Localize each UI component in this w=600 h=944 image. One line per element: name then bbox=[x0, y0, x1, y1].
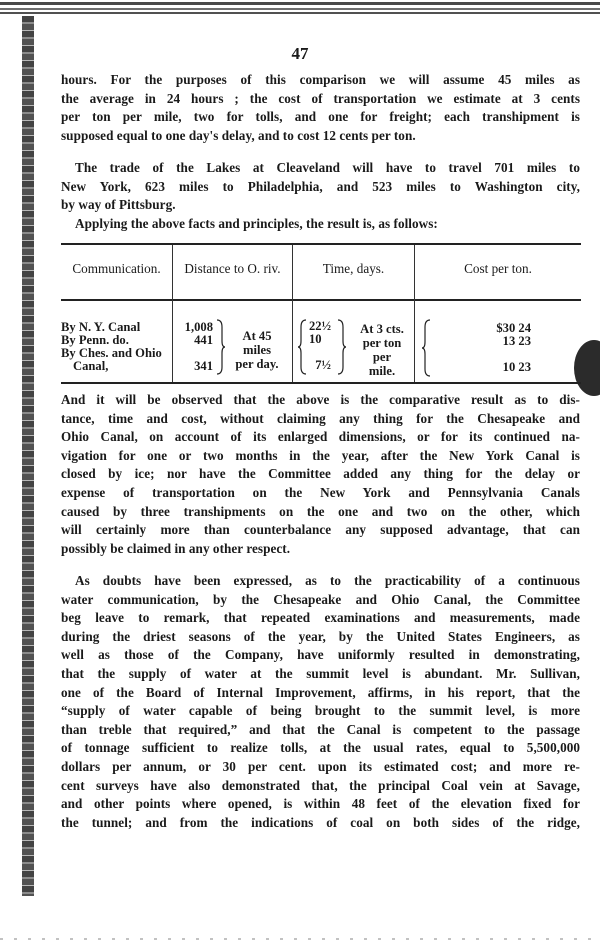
scan-top-border bbox=[0, 0, 600, 16]
paragraph-comparative-result bbox=[61, 391, 580, 558]
distance-note bbox=[227, 329, 287, 371]
cost-column bbox=[441, 322, 531, 374]
text-line: expense of transportation on the New York and Pennsylvania Canals bbox=[61, 484, 580, 500]
cost-value: $30 24 bbox=[496, 321, 531, 335]
text-line: the average in 24 hours ; the cost of transportation we estimate at 3 cents bbox=[61, 90, 580, 106]
paragraph-trade bbox=[61, 159, 580, 233]
text-line: will certainly more than counterbalance any supposed advantage, that can bbox=[61, 522, 580, 538]
text-line: vigation for one or two months in the year, after the New York Canal is bbox=[61, 447, 580, 463]
column-header-communication: Communication. bbox=[72, 261, 161, 276]
text-line: dollars per annum, or 30 per cent. upon its estimated cost; and more re- bbox=[61, 758, 580, 774]
text-line: Ohio Canal, on account of its enlarged dimensions, or for its continued na- bbox=[61, 429, 580, 445]
days-column bbox=[309, 320, 339, 372]
text-line: during the driest seasons of the year, by the United States Engineers, as bbox=[61, 628, 580, 644]
text-line: by way of Pittsburg. bbox=[61, 197, 176, 213]
text-line: that the supply of water at the summit level is abundant. Mr. Sullivan, bbox=[61, 665, 580, 681]
text-line: one of the Board of Internal Improvement, affirms, in his report, that the bbox=[61, 684, 580, 700]
binding-spine bbox=[22, 16, 34, 896]
page-number: 47 bbox=[291, 44, 309, 63]
text-line: water communication, by the Chesapeake and Ohio Canal, the Committee bbox=[61, 591, 580, 607]
time-note-line: mile. bbox=[368, 364, 396, 378]
text-line: hours. For the purposes of this comparison we will assume 45 miles as bbox=[61, 72, 580, 87]
distance-column bbox=[177, 321, 213, 373]
text-line: than treble that required,” and that the Canal is competent to the passage bbox=[61, 721, 580, 737]
text-line: supposed equal to one day's delay, and to cost 12 cents per ton. bbox=[61, 127, 416, 143]
row-label: By Ches. and Ohio bbox=[61, 346, 162, 360]
text-line: And it will be observed that the above is the comparative result as to dis- bbox=[61, 392, 580, 407]
cost-value: 10 23 bbox=[502, 360, 531, 374]
distance-value: 441 bbox=[194, 333, 213, 347]
distance-note-line: At 45 bbox=[242, 329, 272, 343]
text-line: beg leave to remark, that repeated examinations and measurements, made bbox=[61, 610, 580, 626]
time-note-line: At 3 cts. bbox=[360, 322, 404, 336]
text-line: and other points where opened, is within 48 feet of the elevation fixed for bbox=[61, 796, 580, 812]
paragraph-hours bbox=[61, 71, 580, 145]
communication-column bbox=[61, 321, 162, 373]
table-rule-bottom bbox=[61, 382, 581, 384]
days-value: 10 bbox=[309, 332, 322, 346]
distance-value: 1,008 bbox=[184, 320, 213, 334]
text-line: The trade of the Lakes at Cleaveland will have to travel 701 miles to bbox=[75, 160, 580, 175]
left-brace-icon bbox=[297, 319, 307, 375]
text-line: well as those of the Company, have uniformly resulted in demonstrating, bbox=[61, 647, 580, 663]
text-line: Applying the above facts and principles, the result is, as follows: bbox=[75, 215, 438, 231]
table-rule-header bbox=[61, 299, 581, 301]
text-line: “supply of water capable of being brought to the summit level, is more bbox=[61, 703, 580, 719]
text-line: caused by three transhipments on the one and two on the other, which bbox=[61, 503, 580, 519]
distance-note-line: miles bbox=[243, 343, 271, 357]
text-line: possibly be claimed in any other respect. bbox=[61, 540, 291, 556]
paragraph-water-supply bbox=[61, 572, 580, 832]
comparison-table bbox=[61, 243, 581, 384]
row-label-continued: Canal, bbox=[73, 359, 109, 373]
column-header-cost: Cost per ton. bbox=[464, 261, 532, 276]
time-note-line: per ton bbox=[362, 336, 402, 350]
row-label: By Penn. do. bbox=[61, 333, 129, 347]
row-label: By N. Y. Canal bbox=[61, 320, 141, 334]
table-rule-top bbox=[61, 243, 581, 245]
left-brace-icon bbox=[421, 319, 431, 377]
column-header-distance: Distance to O. riv. bbox=[184, 261, 281, 276]
text-line: As doubts have been expressed, as to the practicability of a continuous bbox=[75, 573, 580, 588]
right-brace-icon bbox=[337, 319, 347, 375]
text-line: New York, 623 miles to Philadelphia, and 523 miles to Washington city, bbox=[61, 178, 580, 194]
days-value: 7½ bbox=[315, 358, 331, 372]
text-line: the tunnel; and from the indications of coal on both sides of the ridge, bbox=[61, 814, 580, 830]
time-note bbox=[351, 322, 413, 378]
time-note-line: per bbox=[372, 350, 392, 364]
column-header-time: Time, days. bbox=[322, 261, 385, 276]
right-brace-icon bbox=[216, 319, 226, 375]
text-line: per ton per mile, two for tolls, and one for freight; each transhipment is bbox=[61, 109, 580, 125]
distance-note-line: per day. bbox=[235, 357, 279, 371]
text-line: cent surveys have also demonstrated that, the principal Coal vein at Savage, bbox=[61, 777, 580, 793]
scan-bottom-edge bbox=[0, 938, 600, 940]
cost-value: 13 23 bbox=[502, 334, 531, 348]
text-line: closed by ice; nor have the Committee added any thing for the delay or bbox=[61, 466, 580, 482]
distance-value: 341 bbox=[194, 359, 213, 373]
days-value: 22½ bbox=[309, 319, 332, 333]
text-line: tance, time and cost, without claiming any thing for the Chesapeake and bbox=[61, 410, 580, 426]
text-line: of tonnage sufficient to realize tolls, at the usual rates, equal to 5,500,000 bbox=[61, 740, 580, 756]
